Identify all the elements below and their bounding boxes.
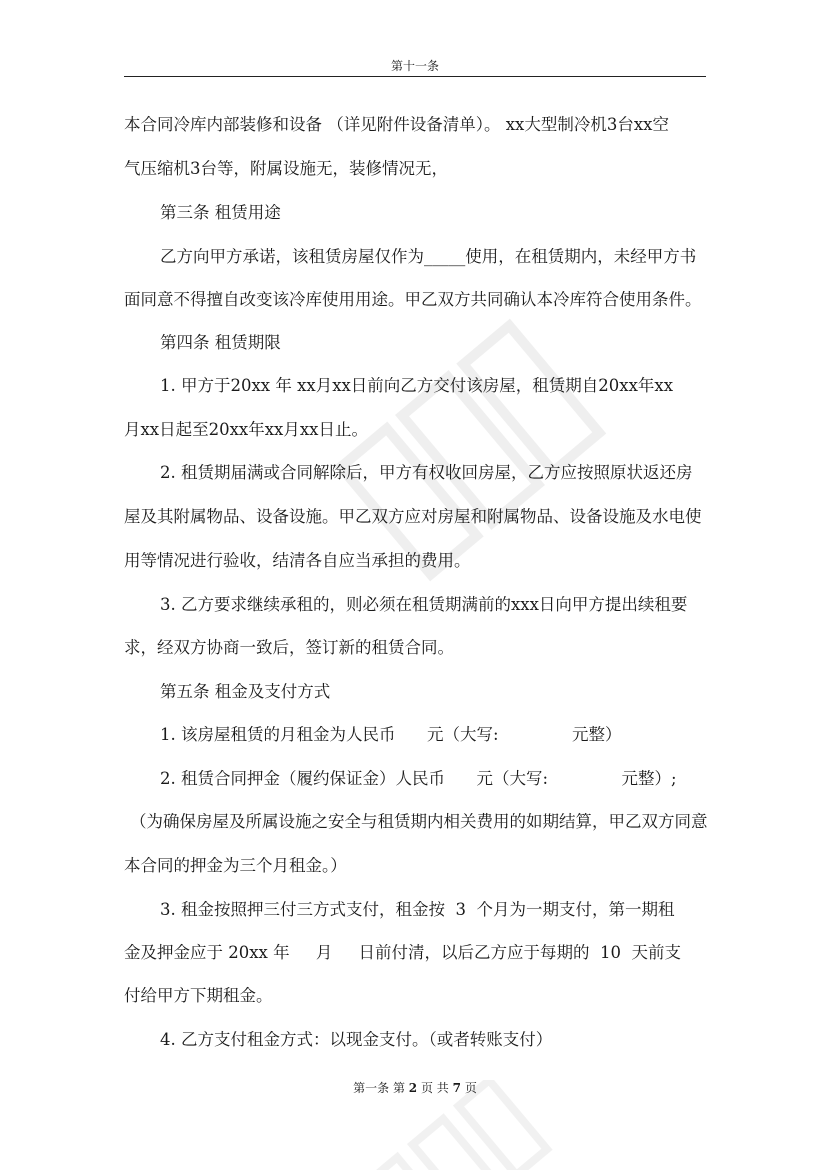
- section-heading: 第四条 租赁期限: [160, 333, 281, 352]
- footer-middle: 页 共: [420, 1081, 449, 1095]
- section-heading: 第三条 租赁用途: [160, 203, 281, 222]
- page-footer: [124, 1080, 706, 1096]
- body-line: 3. 租金按照押三付三方式支付，租金按 3 个月为一期支付，第一期租: [160, 900, 675, 919]
- footer-suffix: 页: [464, 1081, 477, 1095]
- body-line: 4. 乙方支付租金方式：以现金支付。（或者转账支付）: [160, 1030, 553, 1049]
- body-line: 本合同的押金为三个月租金。）: [124, 856, 347, 875]
- body-line: 用等情况进行验收，结清各自应当承担的费用。: [124, 551, 471, 570]
- body-line: 月xx日起至20xx年xx月xx日止。: [124, 420, 368, 439]
- body-line: 3. 乙方要求继续承租的，则必须在租赁期满前的xxx日向甲方提出续租要: [160, 595, 688, 614]
- footer-prefix: 第一条 第: [353, 1081, 405, 1095]
- body-line: 屋及其附属物品、设备设施。甲乙双方应对房屋和附属物品、设备设施及水电使: [124, 507, 702, 526]
- body-line: 面同意不得擅自改变该冷库使用用途。甲乙双方共同确认本冷库符合使用条件。: [124, 290, 702, 309]
- body-line: 1. 甲方于20xx 年 xx月xx日前向乙方交付该房屋，租赁期自20xx年xx: [160, 376, 674, 395]
- body-line: 付给甲方下期租金。: [124, 986, 273, 1005]
- header-divider: [124, 76, 706, 77]
- body-line: 1. 该房屋租赁的月租金为人民币 元（大写: 元整）: [160, 725, 622, 744]
- footer-page-number: 2: [408, 1081, 418, 1095]
- body-line: 气压缩机3台等，附属设施无，装修情况无，: [124, 159, 448, 178]
- body-line: 本合同冷库内部装修和设备 （详见附件设备清单）。 xx大型制冷机3台xx空: [124, 115, 669, 134]
- page-header: 第十一条: [390, 59, 439, 73]
- body-line: 乙方向甲方承诺，该租赁房屋仅作为_____使用，在租赁期内，未经甲方书: [160, 247, 697, 266]
- section-heading: 第五条 租金及支付方式: [160, 682, 331, 701]
- footer-total-pages: 7: [452, 1081, 461, 1095]
- body-line: 2. 租赁期届满或合同解除后，甲方有权收回房屋，乙方应按照原状返还房: [160, 463, 693, 482]
- body-line: 金及押金应于 20xx 年 月 日前付清，以后乙方应于每期的 10 天前支: [124, 943, 682, 962]
- body-line: （为确保房屋及所属设施之安全与租赁期内相关费用的如期结算，甲乙双方同意: [130, 812, 708, 831]
- body-line: 求，经双方协商一致后，签订新的租赁合同。: [124, 638, 454, 657]
- body-line: 2. 租赁合同押金（履约保证金）人民币 元（大写: 元整）;: [160, 769, 677, 788]
